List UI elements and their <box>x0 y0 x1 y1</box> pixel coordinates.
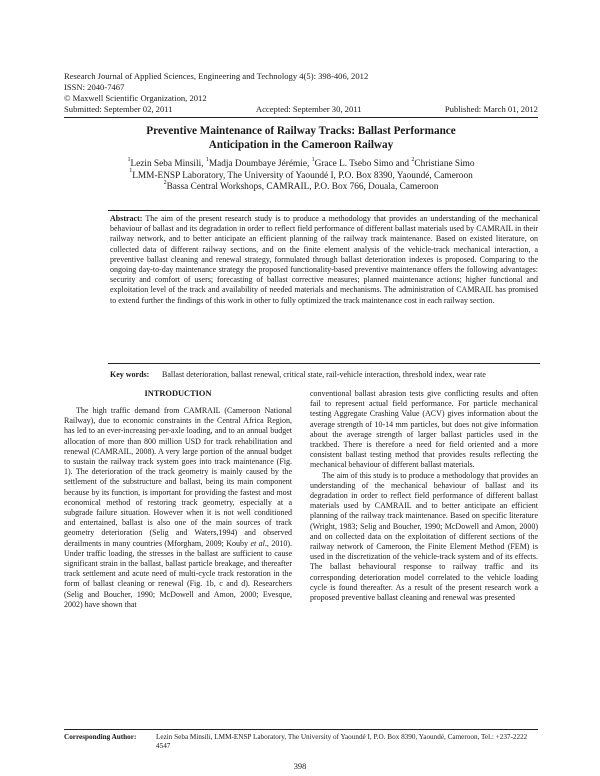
affiliation-1: $^1$LMM-ENSP Laboratory, The University of Yaoundé I, P.O. Box 8390, Yaoundé, Cameroon <box>129 168 473 181</box>
issn: ISSN: 2040-7467 <box>64 82 125 92</box>
abstract-text: The aim of the present research study is to produce a methodology that provides an understanding of the mechanical behaviour of ballast and its degradation in order to reflect field performance of different ballast materials used by CAMRAIL in their railway network, and to better anticipate an efficient planning of the railway track maintenance. Based on existed literature, on collected data of different railway sections, and on the finite element analysis of the vehicle-track mechanical interaction, a preventive ballast cleaning and renewal strategy, formulated through ballast deterioration indexes is proposed. Comparing to the ongoing day-to-day maintenance strategy the proposed functionality-based preventive maintenance offers the following advantages: security and comfort of users; forecasting of ballast corrective measures; planned maintenance actions; higher functional and exploitation level of the track and availability of needed materials and mechanisms. The administration of CAMRAIL has promised to extend further the findings of this work in other to fully optimized the track maintenance cost in each railway section. <box>110 214 538 305</box>
accepted-date: Accepted: September 30, 2011 <box>255 104 362 114</box>
affiliation-2: $^2$Bassa Central Workshops, CAMRAIL, P.O. Box 766, Douala, Cameroon <box>163 179 439 192</box>
corresponding-author-label: Corresponding Author: <box>64 733 137 741</box>
published-date: Published: March 01, 2012 <box>444 104 538 114</box>
journal-citation: Research Journal of Applied Sciences, Engineering and Technology 4(5): 398-406, 2012 <box>64 71 369 81</box>
author-names: $^1$Lezin Seba Minsili, $^1$Madja Doumbaye Jérémie, $^1$Grace L. Tsebo Simo and $^2$Christiane Simo <box>127 156 475 169</box>
intro-paragraph-2: conventional ballast abrasion tests give conflicting results and often fail to represent actual field performance. For particle mechanical testing Aggregate Crashing Value (ACV) gives information about the average strength of 10-14 mm particles, but does not give information about the average strength of larger ballast particles used in the trackbed. There is therefore a need for field oriented and a more consistent ballast testing method that provides results reflecting the mechanical behaviour of different ballast materials. <box>310 389 538 470</box>
title-line-1: Preventive Maintenance of Railway Tracks: Ballast Performance <box>146 125 456 137</box>
keywords <box>110 370 538 380</box>
page-number: 398 <box>293 762 307 771</box>
publication-dates <box>64 104 538 118</box>
corresponding-author <box>64 733 538 751</box>
author-block <box>64 156 538 194</box>
section-heading-introduction: INTRODUCTION <box>144 389 212 398</box>
paper-title <box>64 124 538 152</box>
footer-divider <box>64 729 538 730</box>
keywords-text: Ballast deterioration, ballast renewal, critical state, rail-vehicle interaction, threshold index, wear rate <box>162 370 486 379</box>
intro-paragraph-3: The aim of this study is to produce a methodology that provides an understanding of the mechanical behaviour of ballast and its degradation in order to reflect field performance of different ballast materials used by CAMRAIL and to better anticipate an efficient planning of the railway track maintenance. Based on specific literature (Wright, 1983; Selig and Boucher, 1990; McDowell and Amon, 2000) and on collected data on the exploitation of different sections of the railway network of Cameroon, the Finite Element Method (FEM) is used in the discretization of the vehicle-track system and of its effects. The ballast behavioural response to railway traffic and its corresponding deterioration model correlated to the vehicle loading cycle is found thereafter. As a result of the present research work a proposed preventive ballast cleaning and renewal was presented <box>310 470 538 603</box>
copyright: © Maxwell Scientific Organization, 2012 <box>64 93 207 103</box>
corresponding-author-text: Lezin Seba Minsili, LMM-ENSP Laboratory, The University of Yaoundé I, P.O. Box 8390, Yaoundé, Cameroon, Tel.: +237-2222 4547 <box>156 733 528 751</box>
left-column <box>64 389 292 610</box>
right-column <box>310 389 538 603</box>
abstract-label: Abstract: <box>110 214 143 223</box>
title-line-2: Anticipation in the Cameroon Railway <box>208 139 394 151</box>
submitted-date: Submitted: September 02, 2011 <box>64 104 173 114</box>
intro-paragraph-1: The high traffic demand from CAMRAIL (Cameroon National Railway), due to economic constraints in the Central Africa Region, has led to an ever-increasing per-axle loading, and to an annual budget allocation of more than 800 million USD for track rehabilitation and renewal (CAMRAIL, 2008). A very large portion of the annual budget to sustain the railway track system goes into track maintenance (Fig. 1). The deterioration of the track geometry is mainly caused by the settlement of the substructure and ballast, being its main component because by its function, is important for providing the fastest and most economical method of restoring track geometry, especially at a subgrade failure situation. However when it is not well conditioned and entertained, ballast is also one of the main sources of track geometry deterioration (Selig and Waters,1994) and observed derailments in many countries (Mforgham, 2009; Kouby et al., 2010). Under traffic loading, the stresses in the ballast are sufficient to cause significant strain in the ballast, ballast particle breakage, and thereafter track settlement and acute need of multi-cycle track restoration in the form of ballast cleaning or renewal (Fig. 1b, c and d). Researchers (Selig and Boucher, 1990; McDowell and Amon, 2000; Evesque, 2002) have shown that <box>64 406 292 609</box>
abstract <box>110 214 538 306</box>
keywords-label: Key words: <box>110 370 150 379</box>
